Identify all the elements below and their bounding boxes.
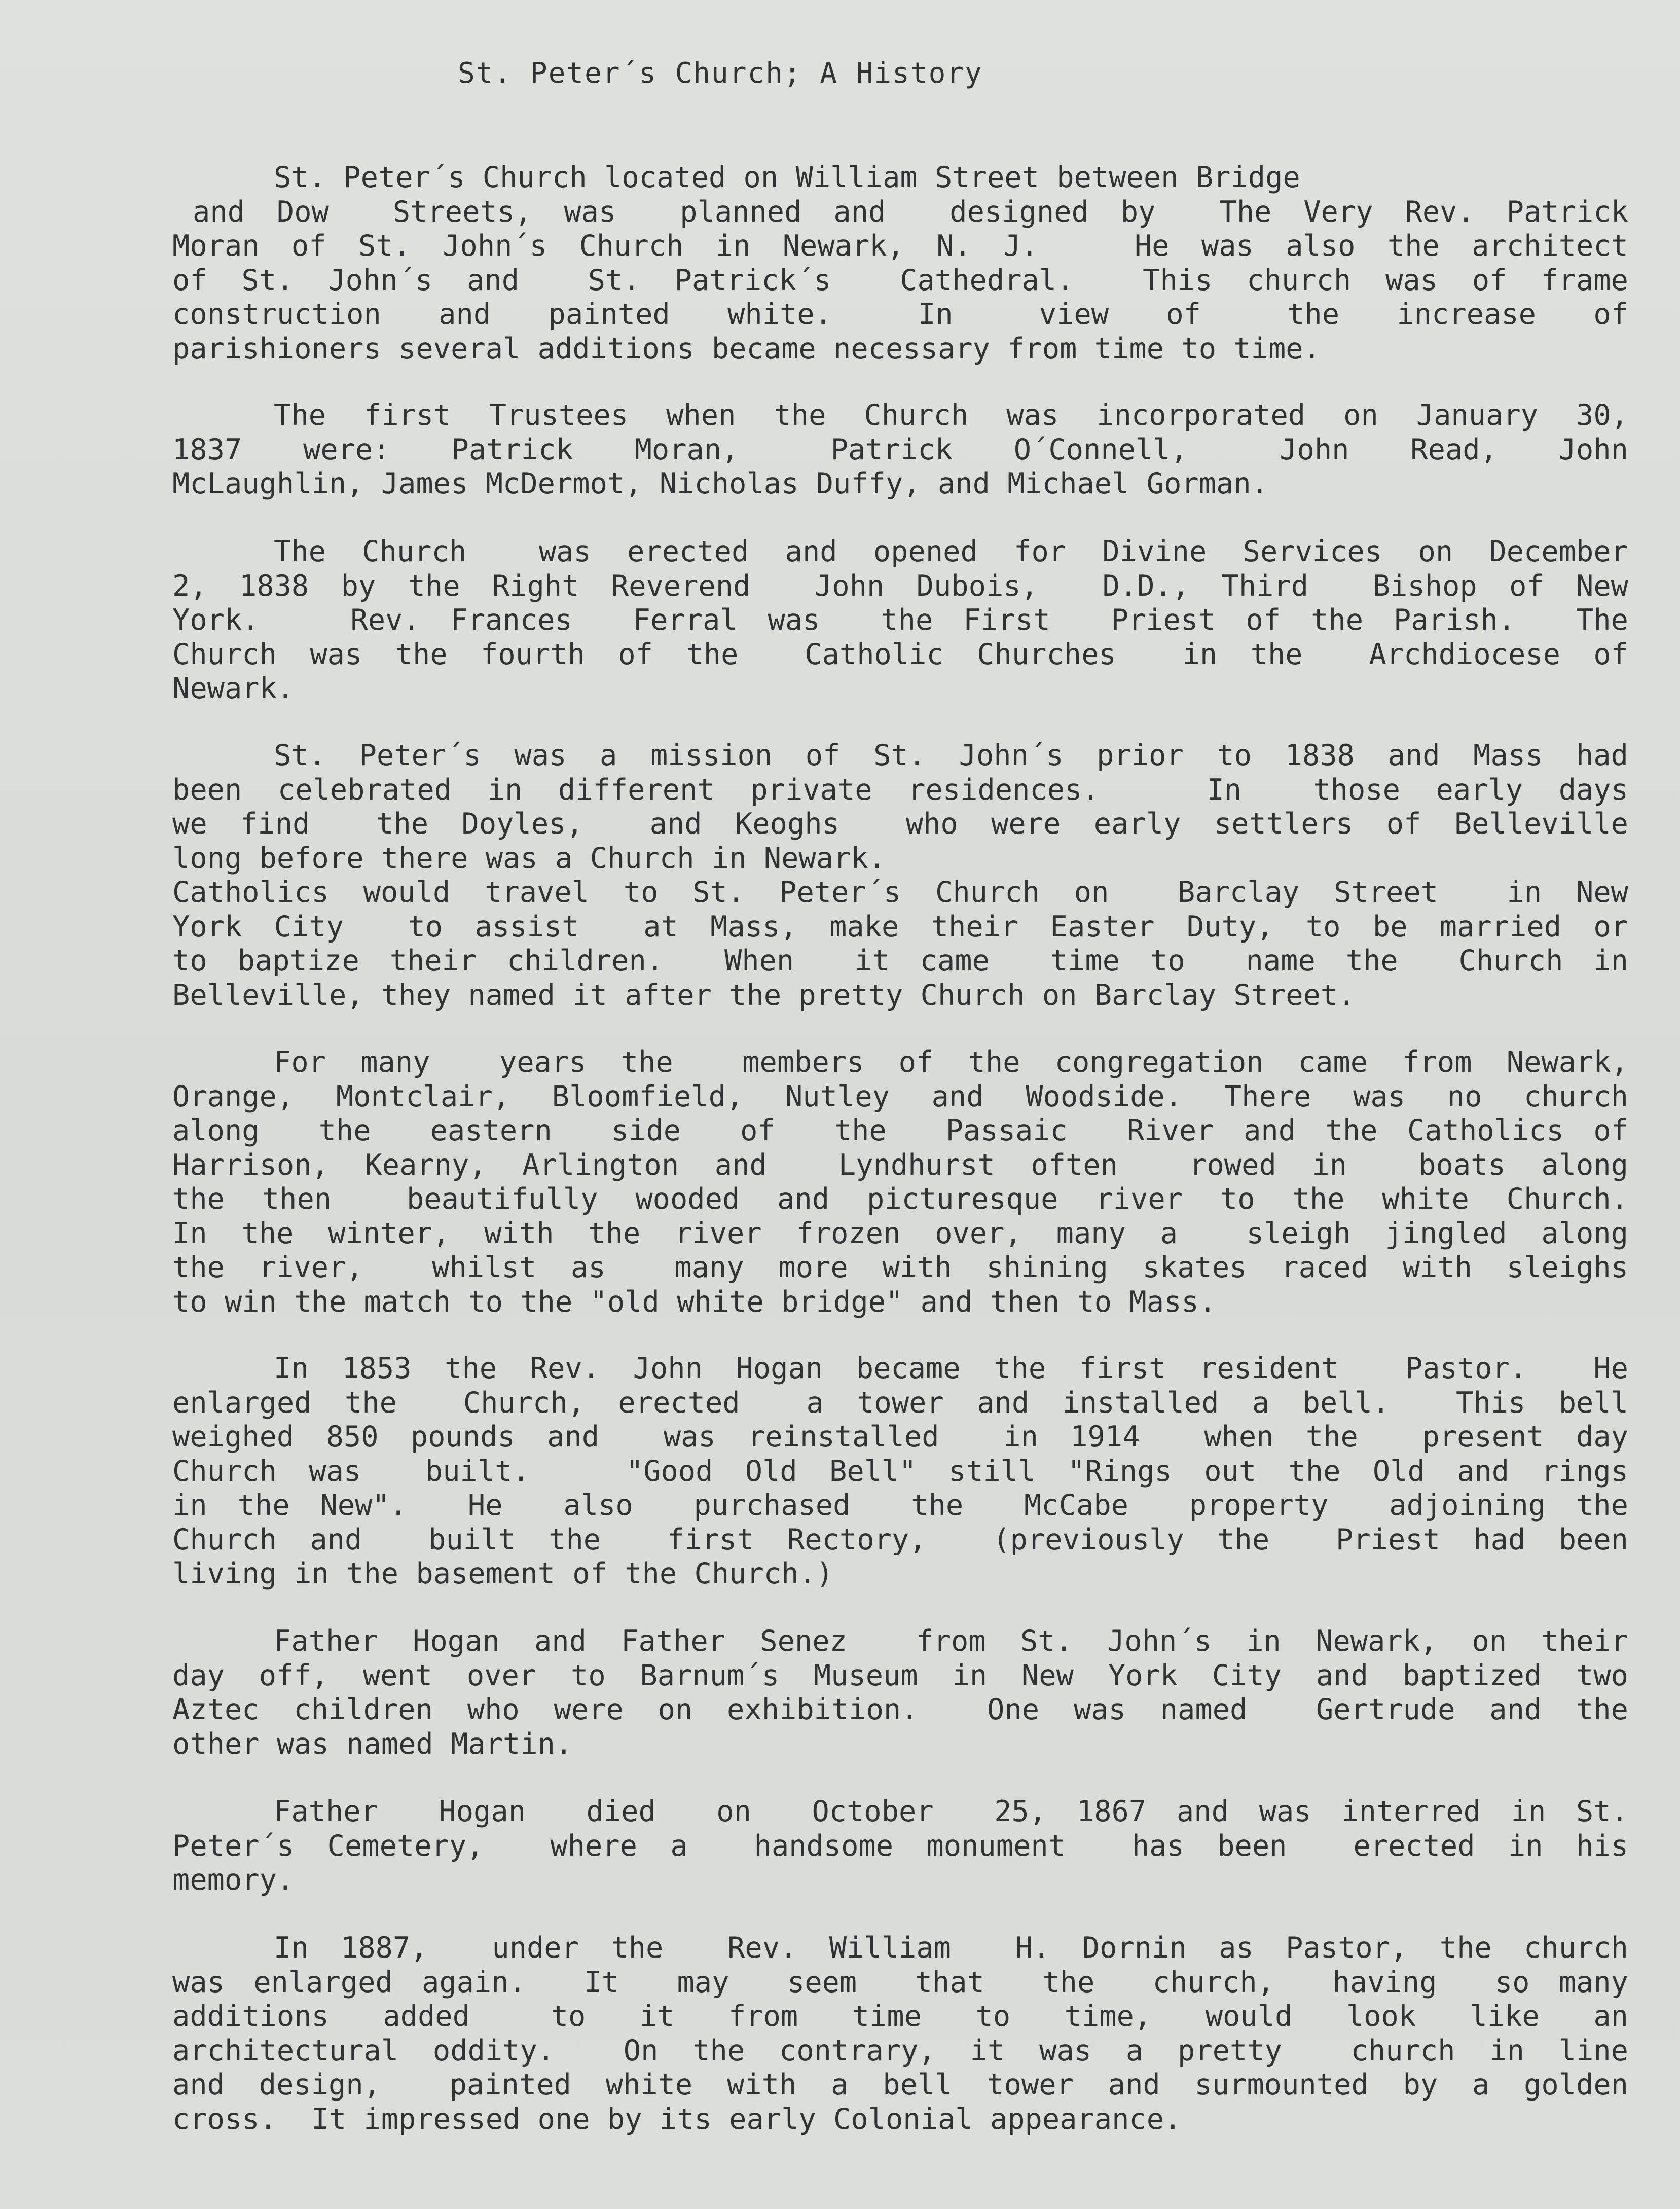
text-line: of St. John´s and St. Patrick´s Cathedral. This church was of frame: [172, 263, 1628, 297]
text-line: cross. It impressed one by its early Colonial appearance.: [172, 2102, 1182, 2136]
text-line: Father Hogan and Father Senez from St. John´s in Newark, on their: [274, 1624, 1628, 1658]
text-line: Belleville, they named it after the pretty Church on Barclay Street.: [172, 978, 1356, 1012]
text-line: Church was built. "Good Old Bell" still "Rings out the Old and rings: [172, 1454, 1628, 1488]
paragraph-opening: [172, 535, 1628, 706]
text-line: St. Peter´s was a mission of St. John´s prior to 1838 and Mass had: [274, 739, 1628, 772]
text-line: long before there was a Church in Newark.: [172, 841, 886, 875]
text-line: 1837 were: Patrick Moran, Patrick O´Connell, John Read, John: [172, 432, 1628, 466]
text-line: Church was the fourth of the Catholic Churches in the Archdiocese of: [172, 637, 1628, 671]
text-line: Catholics would travel to St. Peter´s Church on Barclay Street in New: [172, 876, 1628, 909]
text-line: weighed 850 pounds and was reinstalled in 1914 when the present day: [172, 1420, 1628, 1454]
text-line: day off, went over to Barnum´s Museum in New York City and baptized two: [172, 1658, 1628, 1692]
text-line: York. Rev. Frances Ferral was the First Priest of the Parish. The: [172, 603, 1628, 637]
paragraph-congregation: [172, 1045, 1628, 1319]
paragraph-barnum: [172, 1624, 1628, 1761]
text-line: McLaughlin, James McDermot, Nicholas Duffy, and Michael Gorman.: [172, 467, 1268, 500]
text-line: was enlarged again. It may seem that the church, having so many: [172, 1965, 1628, 1999]
text-line: enlarged the Church, erected a tower and installed a bell. This bell: [172, 1386, 1628, 1420]
text-line: we find the Doyles, and Keoghs who were early settlers of Belleville: [172, 807, 1628, 841]
text-line: other was named Martin.: [172, 1727, 573, 1761]
text-line: architectural oddity. On the contrary, it was a pretty church in line: [172, 2034, 1628, 2068]
text-line: the then beautifully wooded and picturesque river to the white Church.: [172, 1182, 1628, 1216]
text-line: in the New". He also purchased the McCabe property adjoining the: [172, 1489, 1628, 1522]
paragraph-mission: [172, 739, 1628, 1012]
paragraph-hogan: [172, 1352, 1628, 1591]
text-line: In 1853 the Rev. John Hogan became the first resident Pastor. He: [274, 1352, 1628, 1385]
text-line: the river, whilst as many more with shining skates raced with sleighs: [172, 1251, 1628, 1284]
text-line: and design, painted white with a bell tower and surmounted by a golden: [172, 2068, 1628, 2102]
text-line: Moran of St. John´s Church in Newark, N. J. He was also the architect: [172, 229, 1628, 263]
text-line: Father Hogan died on October 25, 1867 and was interred in St.: [274, 1795, 1628, 1828]
text-line: been celebrated in different private residences. In those early days: [172, 773, 1628, 807]
text-line: St. Peter´s Church located on William Street between Bridge: [274, 161, 1300, 194]
text-line: The first Trustees when the Church was incorporated on January 30,: [274, 399, 1628, 432]
document-title: St. Peter´s Church; A History: [458, 57, 983, 90]
text-line: York City to assist at Mass, make their Easter Duty, to be married or: [172, 910, 1628, 944]
paragraph-dornin: [172, 1931, 1628, 2136]
text-line: Church and built the first Rectory, (previously the Priest had been: [172, 1523, 1628, 1556]
text-line: along the eastern side of the Passaic River and the Catholics of: [172, 1114, 1628, 1147]
text-line: and Dow Streets, was planned and designed by The Very Rev. Patrick: [193, 195, 1628, 229]
text-line: Aztec children who were on exhibition. One was named Gertrude and the: [172, 1693, 1628, 1726]
paragraph-trustees: [172, 399, 1628, 501]
paragraph-death: [172, 1795, 1628, 1898]
text-line: In 1887, under the Rev. William H. Dornin as Pastor, the church: [274, 1931, 1628, 1965]
text-line: to baptize their children. When it came time to name the Church in: [172, 944, 1628, 977]
text-line: In the winter, with the river frozen over, many a sleigh jingled along: [172, 1216, 1628, 1250]
text-line: Peter´s Cemetery, where a handsome monument has been erected in his: [172, 1829, 1628, 1863]
text-line: Newark.: [172, 672, 295, 705]
text-line: parishioners several additions became necessary from time to time.: [172, 332, 1321, 366]
text-line: Orange, Montclair, Bloomfield, Nutley and Woodside. There was no church: [172, 1079, 1628, 1113]
text-line: to win the match to the "old white bridge" and then to Mass.: [172, 1285, 1217, 1319]
text-line: Harrison, Kearny, Arlington and Lyndhurst often rowed in boats along: [172, 1148, 1628, 1182]
text-line: additions added to it from time to time, would look like an: [172, 2000, 1628, 2033]
text-line: memory.: [172, 1863, 295, 1897]
text-line: The Church was erected and opened for Divine Services on December: [274, 535, 1628, 568]
text-line: 2, 1838 by the Right Reverend John Dubois, D.D., Third Bishop of New: [172, 569, 1628, 603]
text-line: For many years the members of the congregation came from Newark,: [274, 1045, 1628, 1079]
text-line: construction and painted white. In view of the increase of: [172, 298, 1628, 331]
text-line: living in the basement of the Church.): [172, 1557, 834, 1590]
paragraph-origin: [172, 161, 1628, 366]
